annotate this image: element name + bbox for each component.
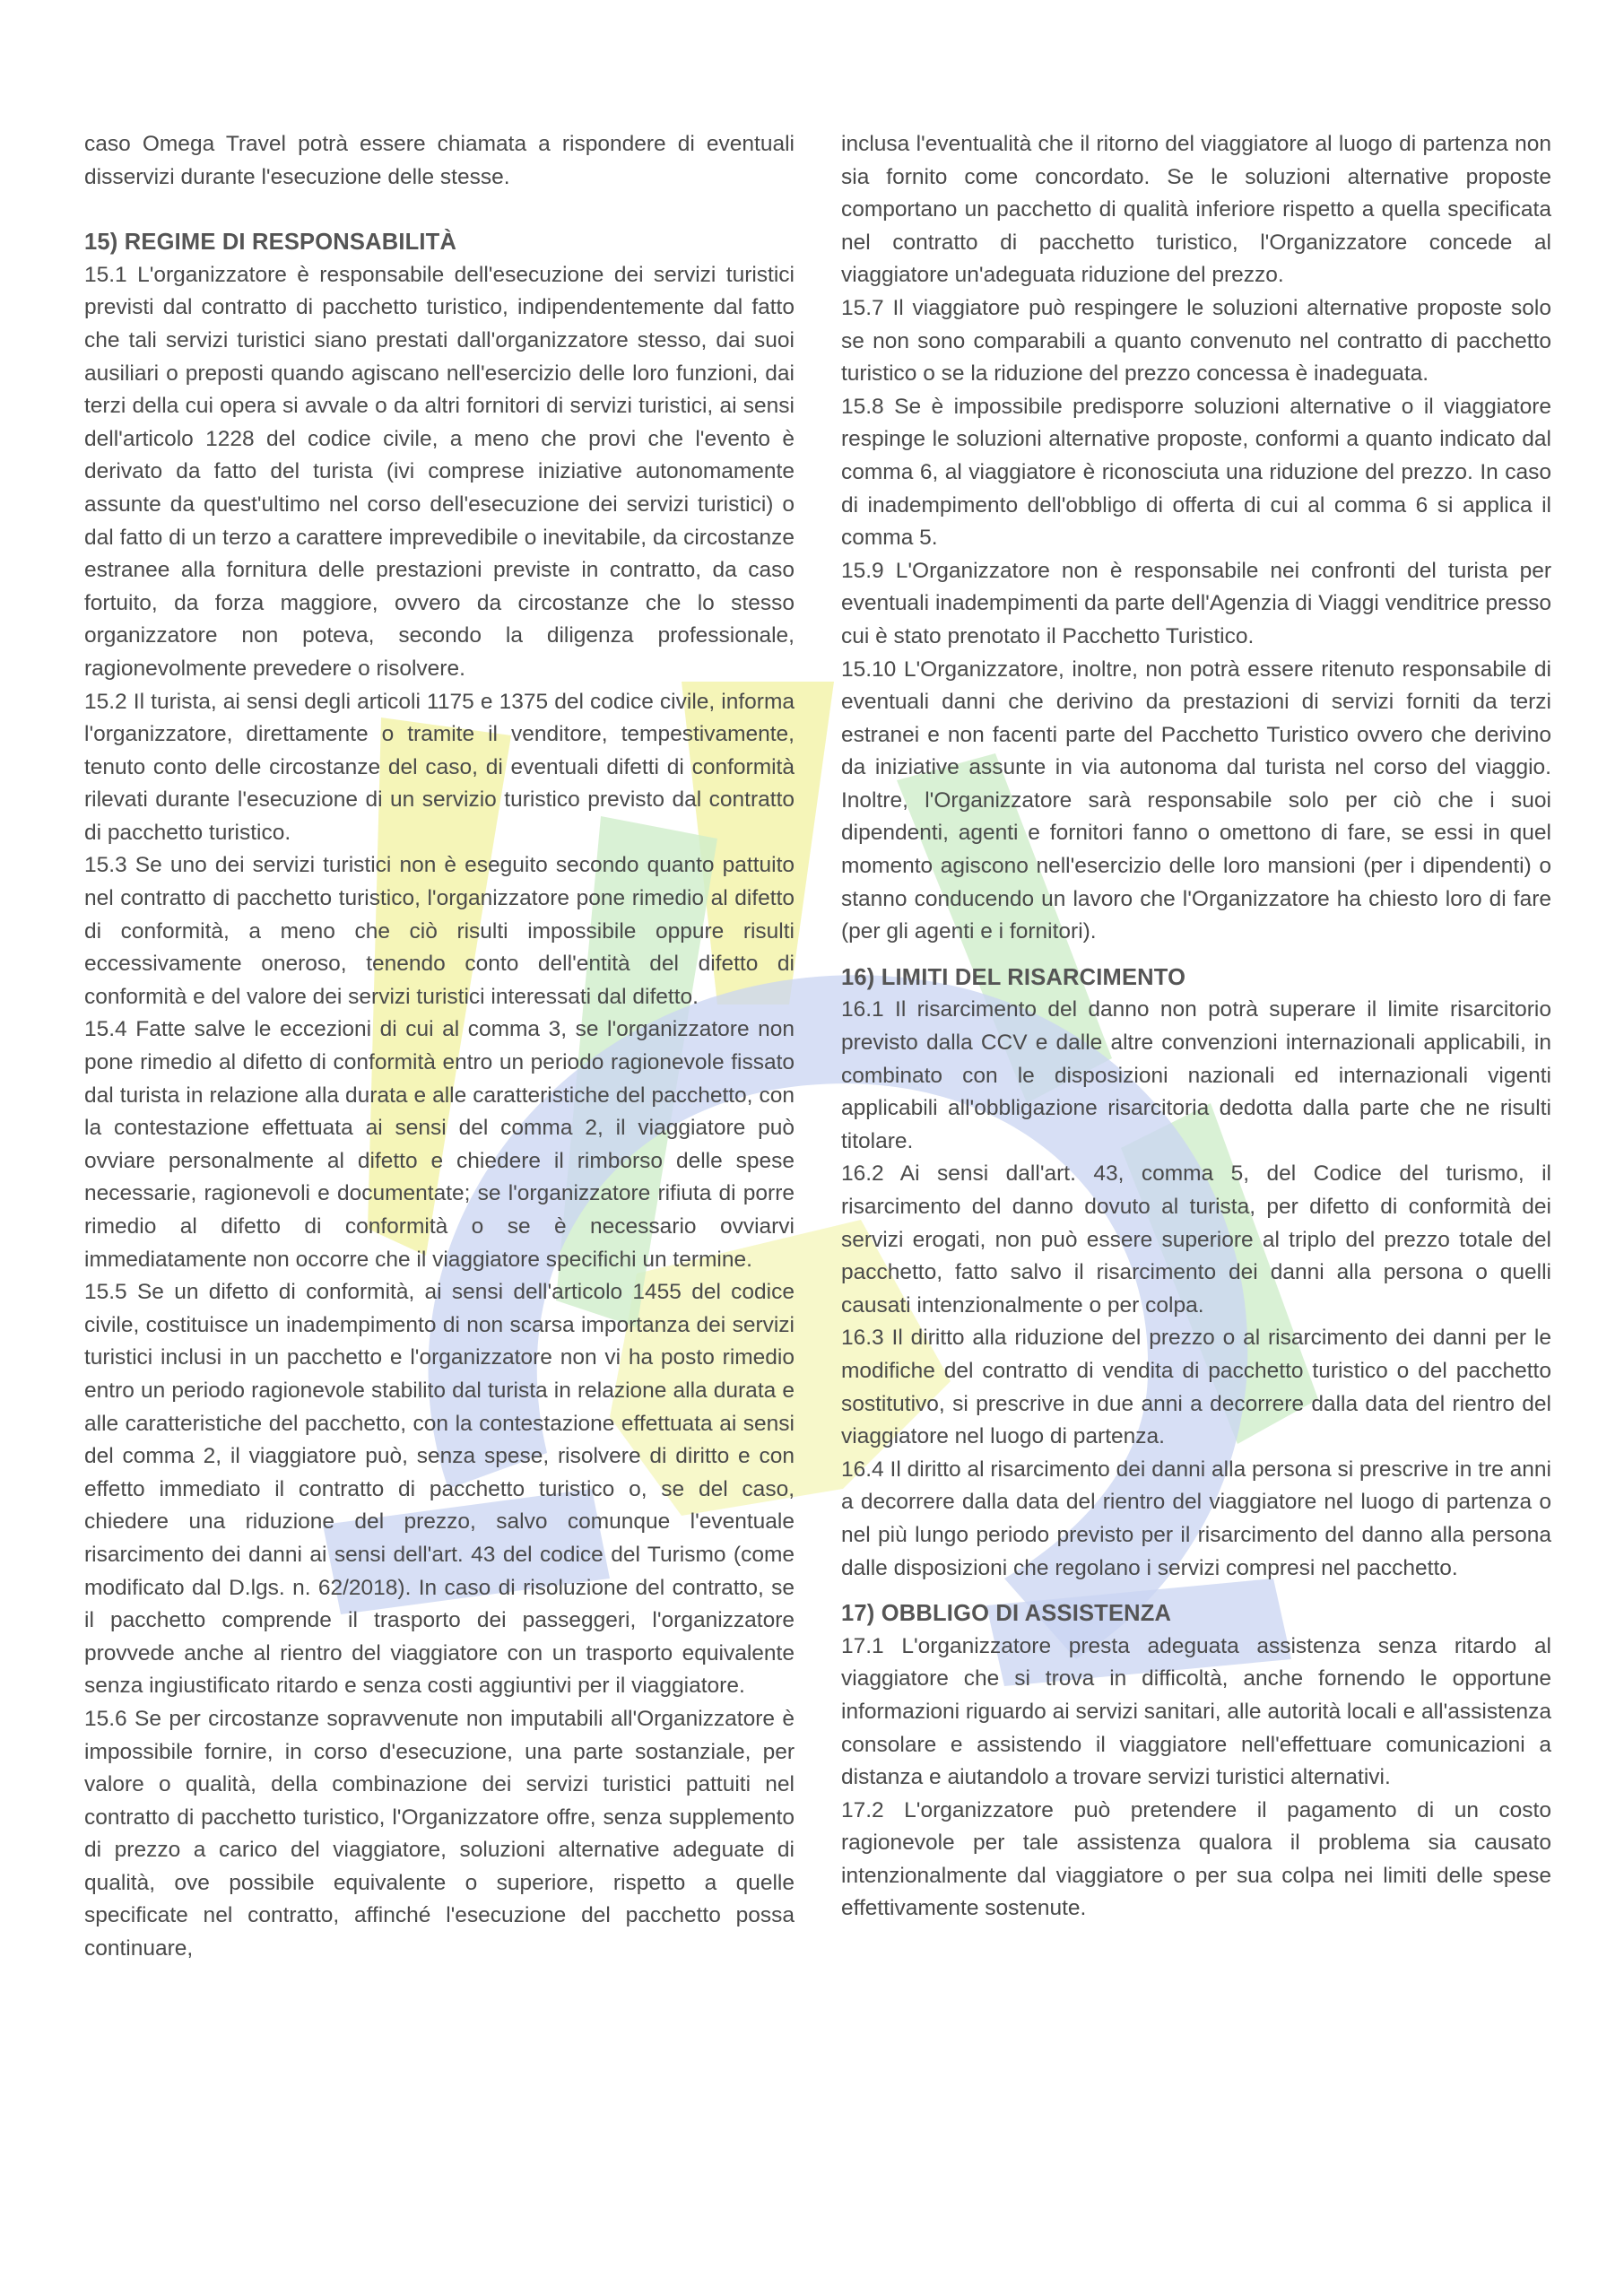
section-17-heading: 17) OBBLIGO DI ASSISTENZA — [841, 1601, 1172, 1627]
paragraph-15-9: 15.9 L'Organizzatore non è responsabile nei confronti del turista per eventuali inadempimenti da parte dell'Agenzia di Viaggi venditrice presso cui è stato prenotato il Pacchetto Turistico. — [841, 558, 1551, 648]
intro-paragraph: caso Omega Travel potrà essere chiamata a rispondere di eventuali disservizi durante l'esecuzione delle stesse. — [84, 132, 795, 189]
paragraph-15-6: 15.6 Se per circostanze sopravvenute non imputabili all'Organizzatore è impossibile fornire, in corso d'esecuzione, una parte sostanziale, per valore o qualità, della combinazione dei servizi turistici pattuiti nel contratto di pacchetto turistico, l'Organizzatore offre, senza supplemento di prezzo a carico del viaggiatore, soluzioni alternative adeguate di qualità, ove possibile equivalente o superiore, rispetto a quelle specificate nel contratto, affinché l'esecuzione del pacchetto possa continuare, — [84, 1706, 795, 1961]
paragraph-17-2: 17.2 L'organizzatore può pretendere il pagamento di un costo ragionevole per tale assistenza qualora il problema sia causato intenzionalmente dal viaggiatore o per sua colpa nei limiti delle spese effettivamente sostenute. — [841, 1797, 1551, 1921]
section-16-heading: 16) LIMITI DEL RISARCIMENTO — [841, 964, 1186, 990]
paragraph-16-3: 16.3 Il diritto alla riduzione del prezzo o al risarcimento dei danni per le modifiche del contratto di vendita di pacchetto turistico o del pacchetto sostitutivo, si prescrive in due anni a decorrere dalla data del rientro del viaggiatore nel luogo di partenza. — [841, 1326, 1551, 1449]
paragraph-15-5: 15.5 Se un difetto di conformità, ai sensi dell'articolo 1455 del codice civile, costituisce un inadempimento di non scarsa importanza dei servizi turistici inclusi in un pacchetto e l'organizzatore non vi ha posto rimedio entro un periodo ragionevole stabilito dal turista in relazione alla durata e alle caratteristiche del pacchetto, con la contestazione effettuata ai sensi del comma 2, il viaggiatore può, senza spese, risolvere di diritto e con effetto immediato il contratto di pacchetto turistico o, se del caso, chiedere una riduzione del prezzo, salvo comunque l'eventuale risarcimento dei danni ai sensi dell'art. 43 del codice del Turismo (come modificato dal D.lgs. n. 62/2018). In caso di risoluzione del contratto, se il pacchetto comprende il trasporto dei passeggeri, l'organizzatore provvede anche al rientro del viaggiatore con un trasporto equivalente senza ingiustificato ritardo e senza costi aggiuntivi per il viaggiatore. — [84, 1280, 795, 1699]
left-column — [84, 128, 795, 1966]
paragraph-16-4: 16.4 Il diritto al risarcimento dei danni alla persona si prescrive in tre anni a decorrere dalla data del rientro del viaggiatore nel luogo di partenza o nel più lungo periodo previsto per il risarcimento del danno alla persona dalle disposizioni che regolano i servizi compresi nel pacchetto. — [841, 1457, 1551, 1580]
paragraph-15-10: 15.10 L'Organizzatore, inoltre, non potrà essere ritenuto responsabile di eventuali danni che derivino da prestazioni di servizi forniti da terzi estranei e non facenti parte del Pacchetto Turistico ovvero che derivino da iniziative assunte in via autonoma dal turista nel corso del viaggio. Inoltre, l'Organizzatore sarà responsabile solo per ciò che i suoi dipendenti, agenti e fornitori fanno o omettono di fare, se essi in quel momento agiscono nell'esercizio delle loro mansioni (per i dipendenti) o stanno conducendo un lavoro che l'Organizzatore ha chiesto loro di fare (per gli agenti e i fornitori). — [841, 657, 1551, 944]
paragraph-16-2: 16.2 Ai sensi dall'art. 43, comma 5, del Codice del turismo, il risarcimento del danno dovuto al turista, per difetto di conformità dei servizi erogati, non può essere superiore al triplo del prezzo totale del pacchetto, fatto salvo il risarcimento dei danni alla persona o quelli causati intenzionalmente o per colpa. — [841, 1161, 1551, 1318]
paragraph-15-4: 15.4 Fatte salve le eccezioni di cui al comma 3, se l'organizzatore non pone rimedio al difetto di conformità entro un periodo ragionevole fissato dal turista in relazione alla durata e alle caratteristiche del pacchetto, con la contestazione effettuata ai sensi del comma 2, il viaggiatore può ovviare personalmente al difetto e chiedere il rimborso delle spese necessarie, ragionevoli e documentate; se l'organizzatore rifiuta di porre rimedio al difetto di conformità o se è necessario ovviarvi immediatamente non occorre che il viaggiatore specifichi un termine. — [84, 1017, 795, 1272]
paragraph-15-7: 15.7 Il viaggiatore può respingere le soluzioni alternative proposte solo se non sono comparabili a quanto convenuto nel contratto di pacchetto turistico o se la riduzione del prezzo concessa è inadeguata. — [841, 295, 1551, 387]
section-15-heading: 15) REGIME DI RESPONSABILITÀ — [84, 230, 457, 256]
paragraph-15-2: 15.2 Il turista, ai sensi degli articoli 1175 e 1375 del codice civile, informa l'organizzatore, direttamente o tramite il venditore, tempestivamente, tenuto conto delle circostanze del caso, di eventuali difetti di conformità rilevati durante l'esecuzione di un servizio turistico previsto dal contratto di pacchetto turistico. — [84, 689, 795, 845]
paragraph-15-8: 15.8 Se è impossibile predisporre soluzioni alternative o il viaggiatore respinge le soluzioni alternative proposte, conformi a quanto indicato dal comma 6, al viaggiatore è riconosciuta una riduzione del prezzo. In caso di inadempimento dell'obbligo di offerta di cui al comma 6 si applica il comma 5. — [841, 394, 1551, 551]
paragraph-16-1: 16.1 Il risarcimento del danno non potrà superare il limite risarcitorio previsto dalla CCV e dalle altre convenzioni internazionali applicabili, in combinato con le disposizioni nazionali ed internazionali vigenti applicabili all'obbligazione risarcitoria dedotta dalla parte che ne risulti titolare. — [841, 997, 1551, 1153]
paragraph-17-1: 17.1 L'organizzatore presta adeguata assistenza senza ritardo al viaggiatore che si trova in difficoltà, anche fornendo le opportune informazioni riguardo ai servizi sanitari, alle autorità locali e all'assistenza consolare e assistendo il viaggiatore nell'effettuare comunicazioni a distanza e aiutandolo a trovare servizi turistici alternativi. — [841, 1633, 1551, 1790]
paragraph-15-1: 15.1 L'organizzatore è responsabile dell'esecuzione dei servizi turistici previsti dal contratto di pacchetto turistico, indipendentemente dal fatto che tali servizi turistici siano prestati dall'organizzatore stesso, dai suoi ausiliari o preposti quando agiscano nell'esercizio delle loro funzioni, dai terzi della cui opera si avvale o da altri fornitori di servizi turistici, ai sensi dell'articolo 1228 del codice civile, a meno che provi che l'evento è derivato da fatto del turista (ivi comprese iniziative autonomamente assunte da quest'ultimo nel corso dell'esecuzione dei servizi turistici) o dal fatto di un terzo a carattere imprevedibile o inevitabile, da circostanze estranee alla fornitura delle prestazioni previste in contratto, da caso fortuito, da forza maggiore, ovvero da circostanze che lo stesso organizzatore non poteva, secondo la diligenza professionale, ragionevolmente prevedere o risolvere. — [84, 262, 795, 681]
paragraph-15-3: 15.3 Se uno dei servizi turistici non è eseguito secondo quanto pattuito nel contratto di pacchetto turistico, l'organizzatore pone rimedio al difetto di conformità, a meno che ciò risulti impossibile oppure risulti eccessivamente oneroso, tenendo conto dell'entità del difetto di conformità e del valore dei servizi turistici interessati dal difetto. — [84, 853, 795, 1009]
right-column — [841, 128, 1551, 1926]
paragraph-15-6-continuation: inclusa l'eventualità che il ritorno del viaggiatore al luogo di partenza non sia fornito come concordato. Se le soluzioni alternative proposte comportano un pacchetto di qualità inferiore rispetto a quella specificata nel contratto di pacchetto turistico, l'Organizzatore concede al viaggiatore un'adeguata riduzione del prezzo. — [841, 132, 1551, 288]
